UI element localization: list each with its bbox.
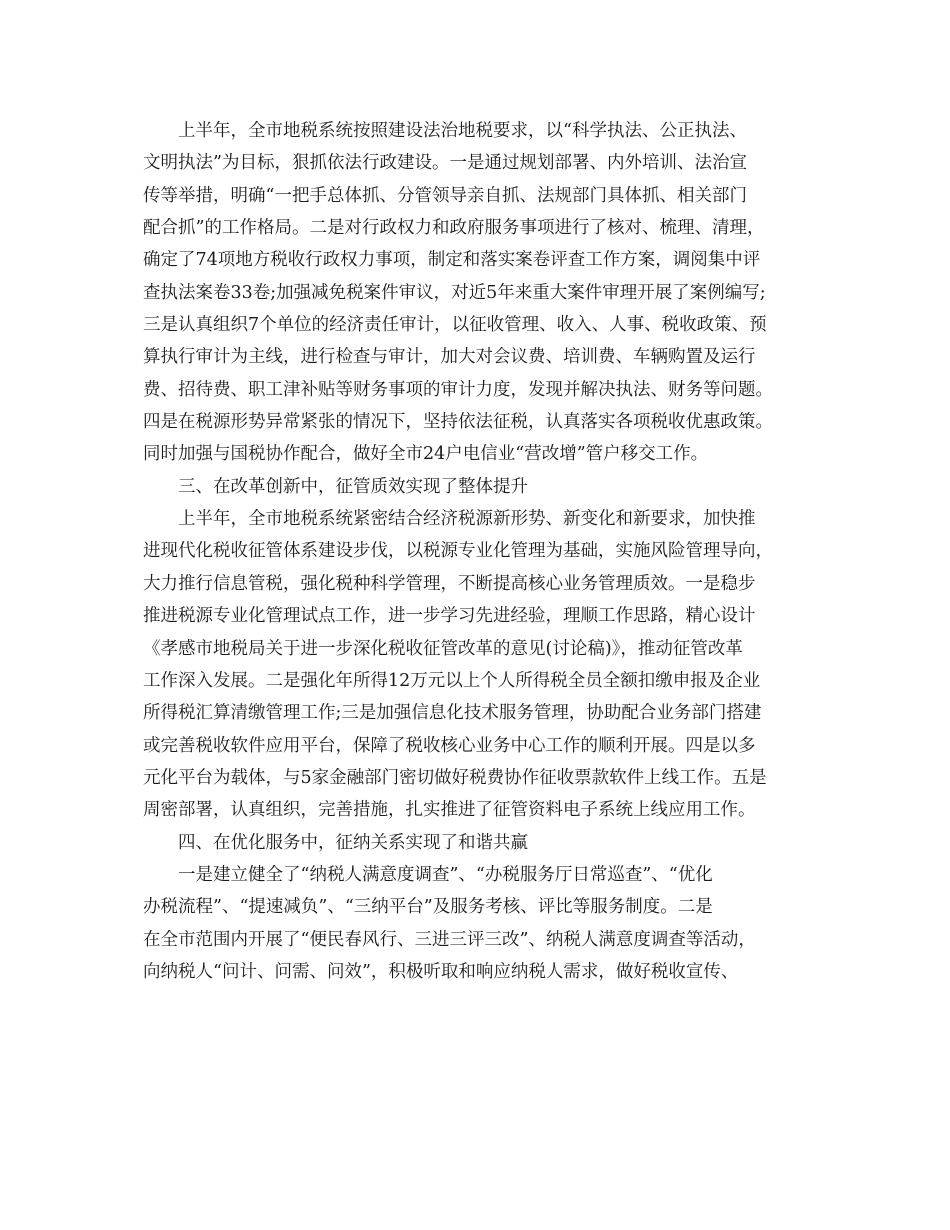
paragraph-line: 在全市范围内开展了“便民春风行、三进三评三改”、纳税人满意度调查等活动， [143, 929, 756, 950]
paragraph-line: 工作深入发展。二是强化年所得12万元以上个人所得税全员全额扣缴申报及企业 [143, 670, 761, 691]
paragraph-start-line: 上半年，全市地税系统按照建设法治地税要求，以“科学执法、公正执法、 [178, 121, 747, 141]
paragraph-line: 同时加强与国税协作配合，做好全市24户电信业“营改增”管户移交工作。 [143, 444, 709, 465]
paragraph-line: 查执法案卷33卷;加强减免税案件审议，对近5年来重大案件审理开展了案例编写; [143, 282, 766, 303]
paragraph-line: 周密部署，认真组织，完善措施，扎实推进了征管资料电子系统上线应用工作。 [143, 800, 756, 821]
paragraph-start-line: 三、在改革创新中，征管质效实现了整体提升 [178, 476, 528, 497]
paragraph-start-line: 上半年，全市地税系统紧密结合经济税源新形势、新变化和新要求，加快推 [178, 509, 756, 530]
paragraph-line: 《孝感市地税局关于进一步深化税收征管改革的意见(讨论稿)》，推动征管改革 [143, 638, 743, 659]
paragraph-line: 配合抓”的工作格局。二是对行政权力和政府服务事项进行了核对、梳理、清理， [143, 218, 765, 239]
paragraph-line: 向纳税人“问计、问需、问效”，积极听取和响应纳税人需求，做好税收宣传、 [143, 961, 739, 982]
paragraph-line: 办税流程”、“提速减负”、“三纳平台”及服务考核、评比等服务制度。二是 [143, 897, 713, 918]
paragraph-line: 文明执法”为目标，狠抓依法行政建设。一是通过规划部署、内外培训、法治宣 [143, 153, 747, 174]
paragraph-line: 三是认真组织7个单位的经济责任审计，以征收管理、收入、人事、税收政策、预 [143, 315, 767, 336]
paragraph-start-line: 四、在优化服务中，征纳关系实现了和谐共赢 [178, 832, 528, 853]
paragraph-line: 费、招待费、职工津补贴等财务事项的审计力度，发现并解决执法、财务等问题。 [143, 379, 773, 400]
document-body [143, 115, 823, 988]
paragraph-line: 确定了74项地方税收行政权力事项，制定和落实案卷评查工作方案，调阅集中评 [143, 250, 761, 271]
paragraph-line: 大力推行信息管税，强化税种科学管理，不断提高核心业务管理质效。一是稳步 [143, 573, 756, 594]
paragraph-line: 四是在税源形势异常紧张的情况下，坚持依法征税，认真落实各项税收优惠政策。 [143, 412, 773, 433]
paragraph-start-line: 一是建立健全了“纳税人满意度调查”、“办税服务厅日常巡查”、“优化 [178, 864, 713, 885]
paragraph-line: 进现代化税收征管体系建设步伐，以税源专业化管理为基础，实施风险管理导向， [143, 541, 773, 562]
paragraph-line: 算执行审计为主线，进行检查与审计，加大对会议费、培训费、车辆购置及运行 [143, 347, 756, 368]
paragraph-line: 传等举措，明确“一把手总体抓、分管领导亲自抓、法规部门具体抓、相关部门 [143, 185, 747, 206]
paragraph-line: 或完善税收软件应用平台，保障了税收核心业务中心工作的顺利开展。四是以多 [143, 735, 756, 756]
paragraph-line: 推进税源专业化管理试点工作，进一步学习先进经验，理顺工作思路，精心设计 [143, 606, 756, 627]
paragraph-line: 所得税汇算清缴管理工作;三是加强信息化技术服务管理，协助配合业务部门搭建 [143, 703, 762, 724]
paragraph-line: 元化平台为载体，与5家金融部门密切做好税费协作征收票款软件上线工作。五是 [143, 767, 767, 788]
